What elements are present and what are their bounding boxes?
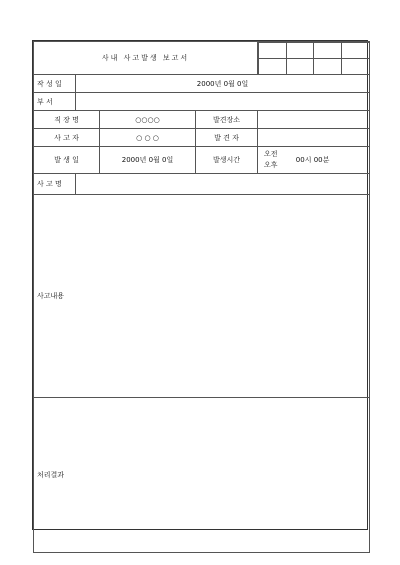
- pm-option[interactable]: 오후: [264, 161, 278, 169]
- accident-person-value[interactable]: ○ ○ ○: [100, 129, 196, 147]
- approval-cell[interactable]: [259, 43, 287, 59]
- approval-cell[interactable]: [341, 59, 369, 75]
- approval-cell[interactable]: [341, 43, 369, 59]
- occurrence-time-value[interactable]: [258, 147, 370, 174]
- approval-cell[interactable]: [314, 59, 342, 75]
- discoverer-label: 발 견 자: [196, 129, 258, 147]
- form-title: 사내 사고발생 보고서: [34, 42, 258, 75]
- written-date-value[interactable]: 2000년 0월 0일: [76, 75, 370, 93]
- position-name-value[interactable]: ○○○○: [100, 111, 196, 129]
- report-table: [33, 41, 370, 553]
- occurrence-time-label: 발생시간: [196, 147, 258, 174]
- accident-content-area[interactable]: [34, 195, 370, 398]
- occurrence-date-label: 발 생 일: [34, 147, 100, 174]
- accident-content-label: 사고내용: [37, 292, 65, 300]
- accident-person-label: 사 고 자: [34, 129, 100, 147]
- processing-result-label: 처리결과: [37, 471, 65, 479]
- approval-cell[interactable]: [286, 59, 314, 75]
- approval-cell[interactable]: [286, 43, 314, 59]
- department-label: 부 서: [34, 93, 76, 111]
- occurrence-time-text: 00시 00분: [295, 156, 330, 164]
- accident-name-label: 사 고 명: [34, 174, 76, 195]
- accident-report-form: [32, 40, 368, 530]
- am-option[interactable]: 오전: [264, 150, 278, 158]
- processing-result-area[interactable]: [34, 398, 370, 553]
- approval-cell[interactable]: [314, 43, 342, 59]
- department-value[interactable]: [76, 93, 370, 111]
- approval-cell[interactable]: [259, 59, 287, 75]
- occurrence-date-value[interactable]: 2000년 0월 0일: [100, 147, 196, 174]
- accident-name-value[interactable]: [76, 174, 370, 195]
- written-date-label: 작 성 일: [34, 75, 76, 93]
- approval-box: [258, 42, 370, 75]
- position-name-label: 직 장 명: [34, 111, 100, 129]
- am-pm-selector: [264, 149, 278, 171]
- discovery-place-label: 발견장소: [196, 111, 258, 129]
- discoverer-value[interactable]: [258, 129, 370, 147]
- discovery-place-value[interactable]: [258, 111, 370, 129]
- approval-grid: [258, 42, 369, 74]
